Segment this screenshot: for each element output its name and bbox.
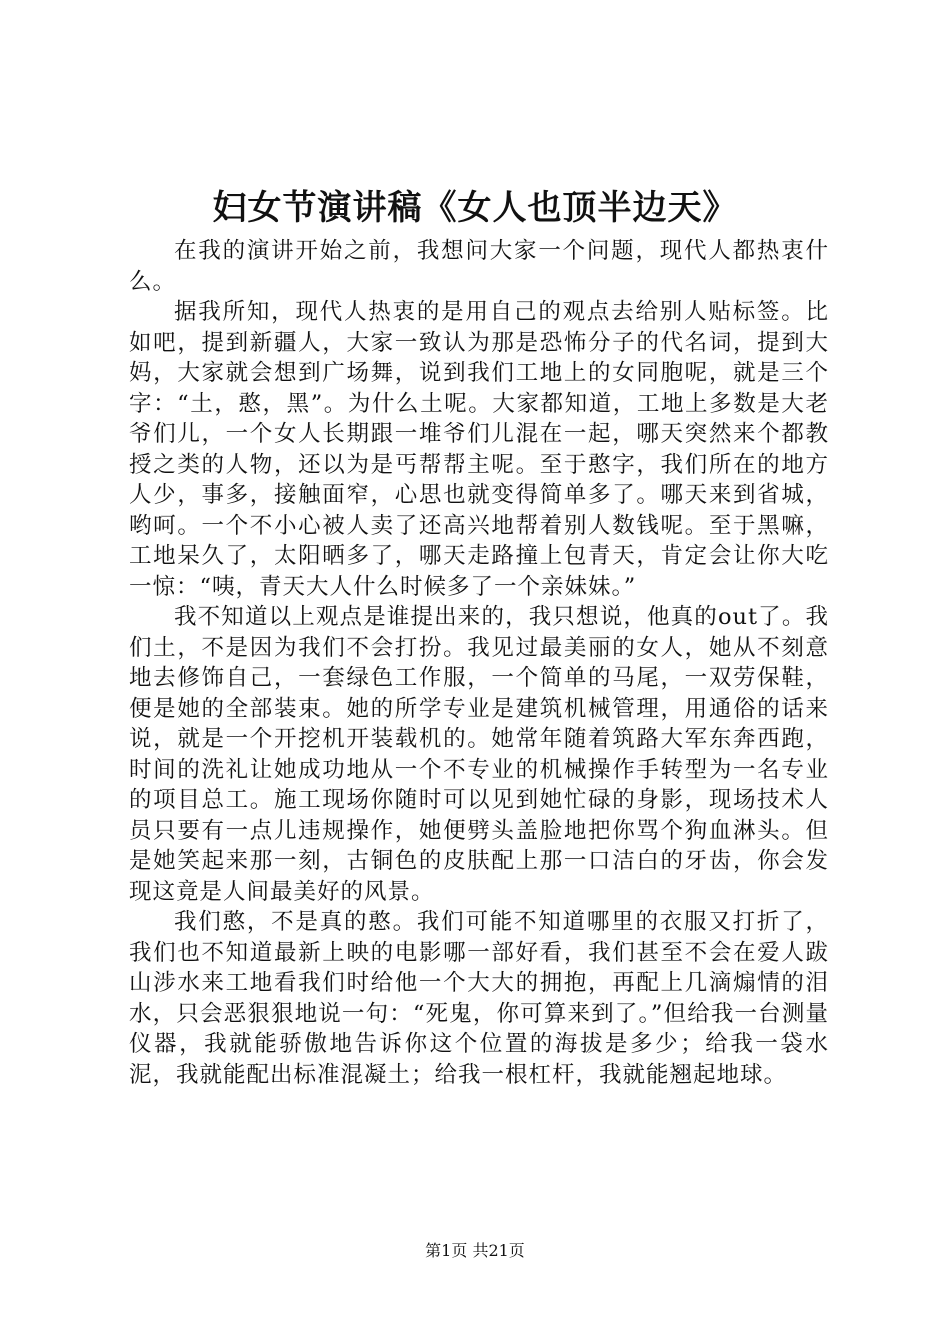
page-footer: 第1页 共21页: [425, 1241, 525, 1260]
document-body: [129, 236, 829, 1090]
document-title: 妇女节演讲稿《女人也顶半边天》: [212, 188, 738, 228]
paragraph: 据我所知，现代人热衷的是用自己的观点去给别人贴标签。比如吧，提到新疆人，大家一致认为那是恐怖分子的代名词，提到大妈，大家就会想到广场舞，说到我们工地上的女同胞呢，就是三个字：“土，憨，黑”。为什么土呢。大家都知道，工地上多数是大老爷们儿，一个女人长期跟一堆爷们儿混在一起，哪天突然来个都教授之类的人物，还以为是丐帮帮主呢。至于憨字，我们所在的地方人少，事多，接触面窄，心思也就变得简单多了。哪天来到省城，哟呵。一个不小心被人卖了还高兴地帮着别人数钱呢。至于黑嘛，工地呆久了，太阳晒多了，哪天走路撞上包青天，肯定会让你大吃一惊：“咦，青天大人什么时候多了一个亲妹妹。”: [129, 299, 829, 600]
paragraph: 我们憨，不是真的憨。我们可能不知道哪里的衣服又打折了，我们也不知道最新上映的电影哪一部好看，我们甚至不会在爱人跋山涉水来工地看我们时给他一个大大的拥抱，再配上几滴煽情的泪水，只会恶狠狠地说一句：“死鬼，你可算来到了。”但给我一台测量仪器，我就能骄傲地告诉你这个位置的海拔是多少；给我一袋水泥，我就能配出标准混凝土；给我一根杠杆，我就能翘起地球。: [129, 909, 829, 1088]
paragraph: 我不知道以上观点是谁提出来的，我只想说，他真的out了。我们土，不是因为我们不会打扮。我见过最美丽的女人，她从不刻意地去修饰自己，一套绿色工作服，一个简单的马尾，一双劳保鞋，便是她的全部装束。她的所学专业是建筑机械管理，用通俗的话来说，就是一个开挖机开装载机的。她常年随着筑路大军东奔西跑，时间的洗礼让她成功地从一个不专业的机械操作手转型为一名专业的项目总工。施工现场你随时可以见到她忙碌的身影，现场技术人员只要有一点儿违规操作，她便劈头盖脸地把你骂个狗血淋头。但是她笑起来那一刻，古铜色的皮肤配上那一口洁白的牙齿，你会发现这竟是人间最美好的风景。: [129, 604, 829, 905]
paragraph: 在我的演讲开始之前，我想问大家一个问题，现代人都热衷什么。: [129, 238, 829, 295]
